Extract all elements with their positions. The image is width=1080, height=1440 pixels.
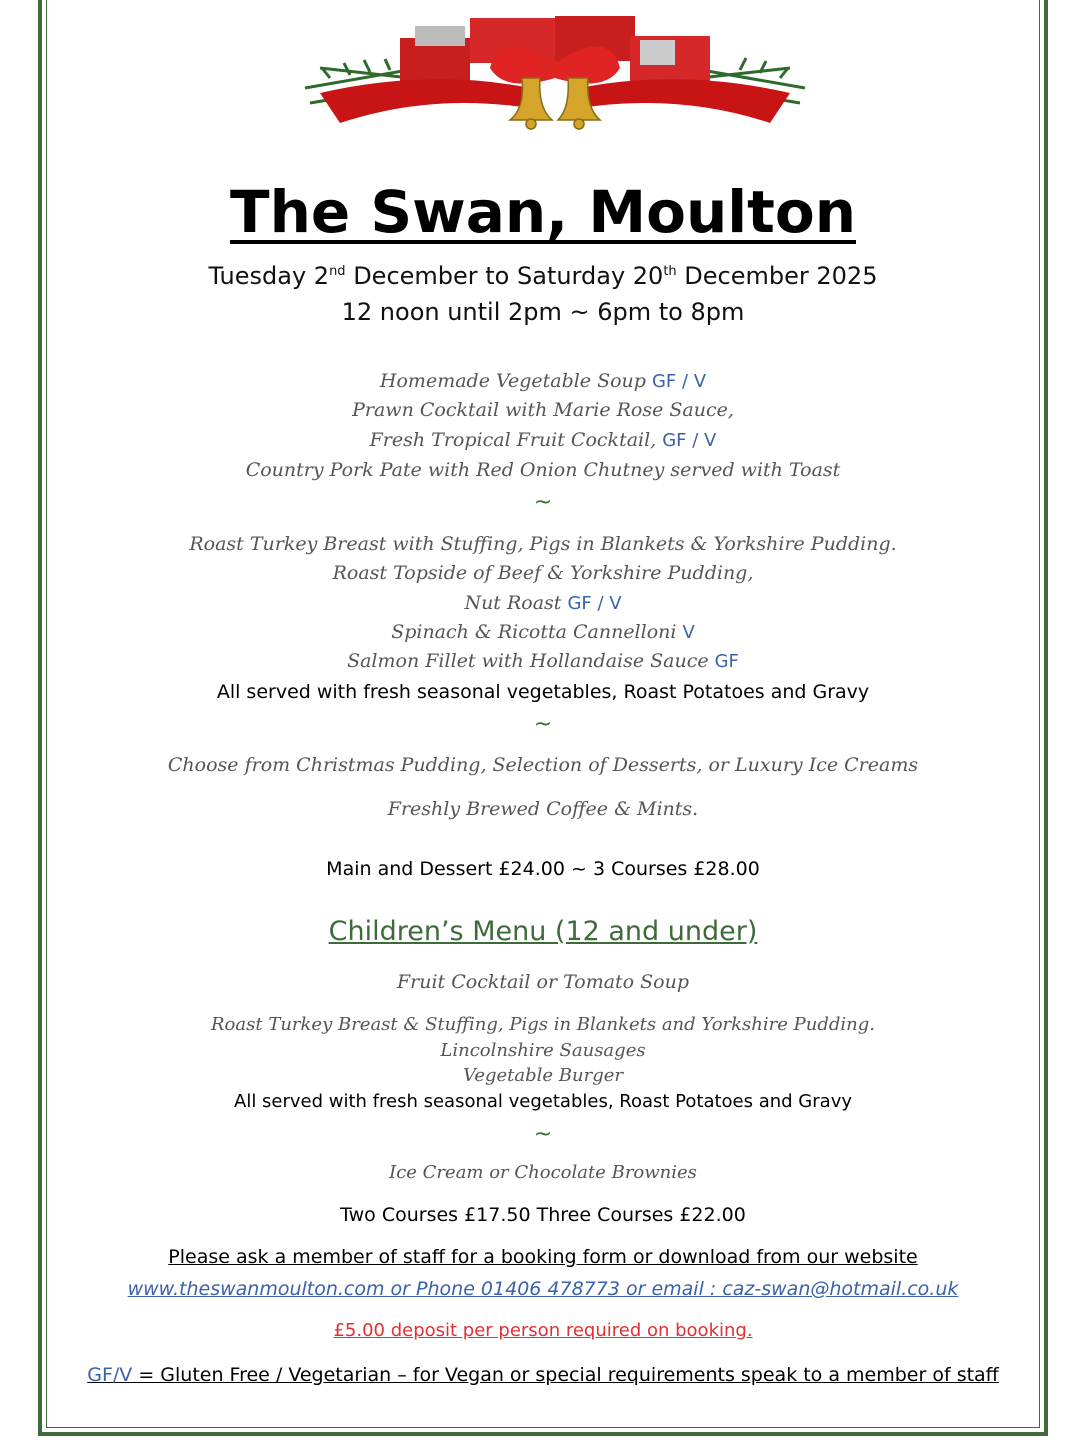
date-ordinal-nd: nd [329, 264, 346, 279]
booking-instructions: Please ask a member of staff for a booking form or download from our website [168, 1246, 918, 1268]
children-price: Two Courses £17.50 Three Courses £22.00 [340, 1204, 746, 1226]
dietary-tag: GF / V [567, 593, 622, 614]
children-main-item: Lincolnshire Sausages [440, 1040, 646, 1061]
starter-name: Fresh Tropical Fruit Cocktail, [369, 429, 657, 451]
dietary-tag: GF / V [651, 371, 707, 392]
children-main-item: Vegetable Burger [463, 1065, 623, 1086]
date-ordinal-th: th [663, 264, 677, 279]
date-end-text: December 2025 [676, 262, 878, 290]
date-middle-text: December to Saturday 20 [345, 262, 664, 290]
course-separator: ~ [533, 490, 553, 515]
course-separator: ~ [533, 1122, 553, 1147]
starter-item [50, 370, 1036, 392]
dietary-legend [50, 1364, 1036, 1386]
main-name: Roast Topside of Beef & Yorkshire Pudding, [332, 562, 754, 584]
adult-price: Main and Dessert £24.00 ~ 3 Courses £28.00 [326, 858, 760, 880]
dessert-options: Choose from Christmas Pudding, Selection of Desserts, or Luxury Ice Creams [167, 754, 919, 776]
main-name: Nut Roast [464, 592, 562, 614]
dietary-tag: GF [714, 651, 739, 672]
starter-item [50, 399, 1036, 421]
children-main-item: Roast Turkey Breast & Stuffing, Pigs in Blankets and Yorkshire Pudding. [211, 1014, 875, 1035]
starter-name: Country Pork Pate with Red Onion Chutney served with Toast [245, 459, 841, 481]
legend-key: GF/V [87, 1364, 133, 1386]
main-name: Salmon Fillet with Hollandaise Sauce [347, 650, 709, 672]
children-starter: Fruit Cocktail or Tomato Soup [396, 971, 690, 993]
main-item [50, 621, 1036, 643]
main-name: Spinach & Ricotta Cannelloni [391, 621, 677, 643]
main-item [50, 533, 1036, 555]
main-name: Roast Turkey Breast with Stuffing, Pigs in Blankets & Yorkshire Pudding. [189, 533, 897, 555]
starter-item [50, 459, 1036, 481]
legend-text: = Gluten Free / Vegetarian – for Vegan or special requirements speak to a member of staff [132, 1364, 999, 1386]
mains-served-with-note: All served with fresh seasonal vegetables, Roast Potatoes and Gravy [216, 681, 870, 703]
contact-details-link[interactable]: www.theswanmoulton.com or Phone 01406 478773 or email : caz-swan@hotmail.co.uk [127, 1278, 959, 1300]
main-item [50, 562, 1036, 584]
children-dessert: Ice Cream or Chocolate Brownies [389, 1162, 697, 1183]
dietary-tag: V [682, 622, 695, 643]
dietary-tag: GF / V [662, 430, 717, 451]
service-times: 12 noon until 2pm ~ 6pm to 8pm [341, 298, 745, 326]
course-separator: ~ [533, 712, 553, 737]
deposit-notice: £5.00 deposit per person required on booking. [333, 1320, 753, 1341]
starter-name: Homemade Vegetable Soup [379, 370, 646, 392]
date-start-text: Tuesday 2 [208, 262, 330, 290]
date-range [50, 262, 1036, 290]
children-menu-title: Children’s Menu (12 and under) [328, 916, 758, 947]
starter-name: Prawn Cocktail with Marie Rose Sauce, [352, 399, 734, 421]
restaurant-title: The Swan, Moulton [230, 178, 856, 246]
children-served-with-note: All served with fresh seasonal vegetables, Roast Potatoes and Gravy [234, 1091, 852, 1112]
starter-item [50, 429, 1036, 451]
main-item [50, 650, 1036, 672]
coffee-line: Freshly Brewed Coffee & Mints. [387, 798, 699, 820]
main-item [50, 592, 1036, 614]
golden-bells [510, 78, 600, 129]
christmas-bow-bells-decoration [300, 8, 810, 138]
